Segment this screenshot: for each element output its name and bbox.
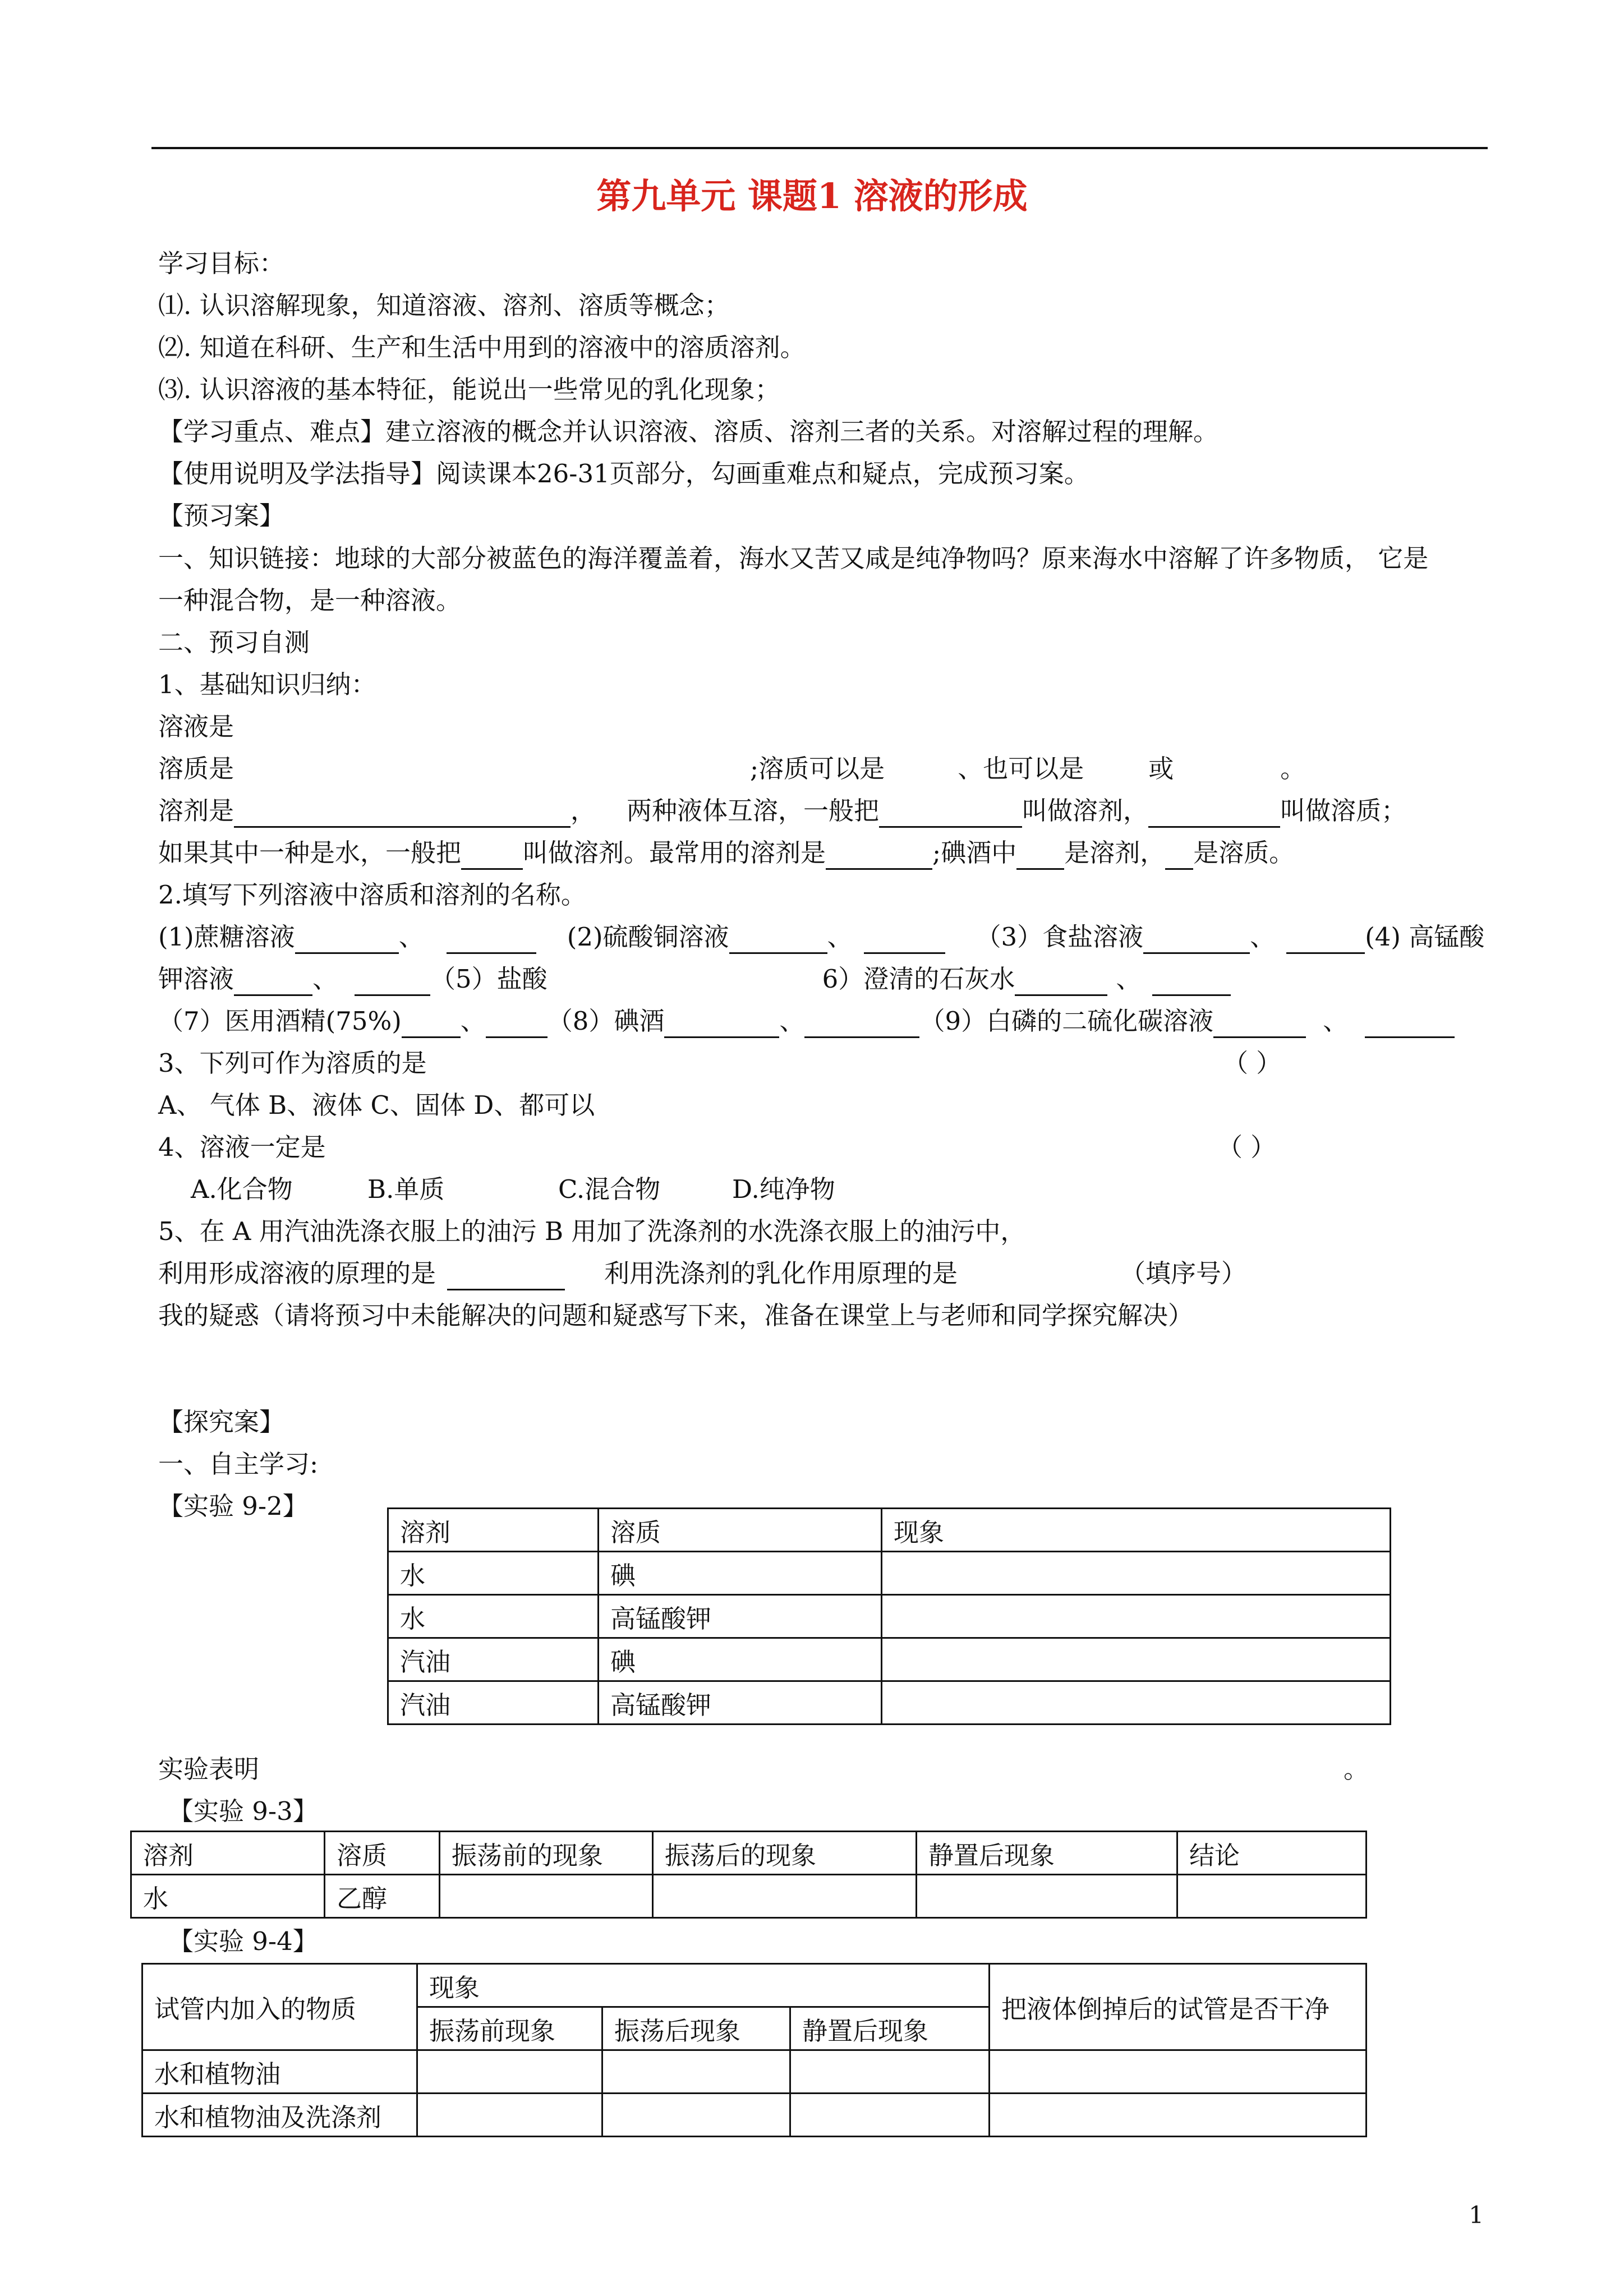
- q2-row-3: [158, 1004, 1455, 1038]
- header-rule: [151, 147, 1488, 149]
- knowledge-link: 一、知识链接：地球的大部分被蓝色的海洋覆盖着，海水又苦又咸是纯净物吗？原来海水中溶解了许多物质， 它是: [158, 543, 1429, 573]
- key-points: 【学习重点、难点】建立溶液的概念并认识溶液、溶质、溶剂三者的关系。对溶解过程的理解。: [158, 417, 1219, 446]
- q4-answer-paren[interactable]: （ ）: [1217, 1132, 1276, 1162]
- q1-water-line: [158, 836, 1294, 870]
- question-3: 3、下列可作为溶质的是: [158, 1048, 427, 1078]
- q1-text: ，: [571, 796, 596, 826]
- q2-text: 、: [827, 922, 853, 952]
- q2-text: （3）食盐溶液: [976, 922, 1144, 952]
- knowledge-link-cont: 一种混合物，是一种溶液。: [158, 585, 462, 615]
- q1-text: 叫做溶剂，: [1022, 796, 1149, 826]
- q5-text: （填序号）: [1120, 1258, 1247, 1288]
- question-1: 1、基础知识归纳：: [158, 670, 376, 699]
- answer-blank[interactable]: [461, 840, 523, 870]
- table-cell-blank[interactable]: [1177, 1875, 1367, 1918]
- table-subheader: 振荡后现象: [602, 2007, 790, 2050]
- q2-text: 、: [460, 1006, 486, 1036]
- table-header-row: [142, 1964, 1367, 2007]
- table-header: 试管内加入的物质: [142, 1964, 417, 2050]
- q2-text: （5）盐酸: [430, 964, 548, 994]
- answer-blank[interactable]: [1148, 798, 1280, 828]
- q2-text: 、: [312, 964, 338, 994]
- q5-text: 利用洗涤剂的乳化作用原理的是: [604, 1258, 958, 1288]
- page-number: 1: [1469, 2201, 1484, 2229]
- question-2: 2.填写下列溶液中溶质和溶剂的名称。: [158, 880, 586, 910]
- answer-blank[interactable]: [1143, 924, 1250, 954]
- q1-text: 叫做溶剂。最常用的溶剂是: [523, 838, 826, 868]
- table-cell-blank[interactable]: [882, 1638, 1391, 1681]
- table-cell-blank[interactable]: [882, 1681, 1391, 1725]
- my-doubts: 我的疑惑（请将预习中未能解决的问题和疑惑写下来，准备在课堂上与老师和同学探究解决）: [158, 1301, 1194, 1330]
- q1-text: 溶质是: [158, 754, 234, 783]
- q2-text: (2)硫酸铜溶液: [567, 922, 729, 952]
- answer-blank[interactable]: [826, 840, 932, 870]
- table-cell-blank[interactable]: [990, 2094, 1367, 2137]
- table-cell: 高锰酸钾: [599, 1681, 882, 1725]
- answer-blank[interactable]: [234, 966, 312, 996]
- experiment-conclusion: 实验表明: [158, 1754, 260, 1784]
- table-cell: 水: [131, 1875, 325, 1918]
- q5-line-2: [158, 1257, 1246, 1290]
- usage-guide: 【使用说明及学法指导】阅读课本26-31页部分，勾画重难点和疑点，完成预习案。: [158, 459, 1089, 488]
- table-row: [131, 1875, 1367, 1918]
- q1-text: ;碘酒中: [932, 838, 1017, 868]
- table-cell-blank[interactable]: [602, 2094, 790, 2137]
- preview-heading: 【预习案】: [158, 501, 285, 531]
- question-5: 5、在 A 用汽油洗涤衣服上的油污 B 用加了洗涤剂的水洗涤衣服上的油污中，: [158, 1216, 1026, 1246]
- q2-row-2: [158, 962, 1231, 996]
- q2-text: （9）白磷的二硫化碳溶液: [919, 1006, 1214, 1036]
- q1-solution: 溶液是: [158, 712, 234, 741]
- experiment-9-4-table: [141, 1963, 1367, 2137]
- table-header: 溶质: [599, 1509, 882, 1552]
- answer-blank[interactable]: [1016, 840, 1064, 870]
- table-cell-blank[interactable]: [917, 1875, 1177, 1918]
- answer-blank[interactable]: [664, 1008, 779, 1038]
- q2-text: (1)蔗糖溶液: [158, 922, 295, 952]
- table-row: [388, 1595, 1391, 1638]
- q1-text: 、也可以是: [958, 754, 1084, 783]
- experiment-9-3-label: 【实验 9-3】: [168, 1796, 318, 1826]
- q5-text: 利用形成溶液的原理的是: [158, 1258, 436, 1288]
- self-test-heading: 二、预习自测: [158, 628, 310, 657]
- table-cell: 汽油: [388, 1638, 599, 1681]
- table-cell-blank[interactable]: [990, 2050, 1367, 2094]
- q1-solute-line: [158, 752, 1305, 786]
- q4-option: B.单质: [367, 1174, 445, 1204]
- experiment-9-4-label: 【实验 9-4】: [168, 1926, 318, 1956]
- explore-heading: 【探究案】: [158, 1407, 285, 1437]
- table-cell-blank[interactable]: [790, 2094, 990, 2137]
- q2-text: 、: [1250, 922, 1276, 952]
- q2-text: 、: [1323, 1006, 1349, 1036]
- table-row: [142, 2094, 1367, 2137]
- table-cell: 水和植物油及洗涤剂: [142, 2094, 417, 2137]
- q1-text: 。: [1280, 754, 1306, 783]
- q1-text: 溶剂是: [158, 796, 234, 826]
- q3-options: A、 气体 B、液体 C、固体 D、都可以: [158, 1090, 595, 1120]
- q3-answer-paren[interactable]: （ ）: [1223, 1048, 1282, 1078]
- answer-blank[interactable]: [864, 924, 945, 954]
- answer-blank[interactable]: [447, 924, 536, 954]
- q2-text: 、: [398, 922, 424, 952]
- self-study-heading: 一、自主学习:: [158, 1449, 319, 1479]
- table-header: 振荡后的现象: [653, 1832, 917, 1875]
- q2-text: 、: [1116, 964, 1142, 994]
- table-row: [142, 2050, 1367, 2094]
- table-cell-blank[interactable]: [440, 1875, 653, 1918]
- q2-text: （8）碘酒: [547, 1006, 665, 1036]
- q2-text: （7）医用酒精(75%): [158, 1006, 402, 1036]
- table-cell: 水: [388, 1595, 599, 1638]
- page-title: 第九单元 课题1 溶液的形成: [596, 176, 1028, 216]
- table-header: 把液体倒掉后的试管是否干净: [990, 1964, 1367, 2050]
- answer-blank[interactable]: [486, 1008, 548, 1038]
- table-cell: 水: [388, 1552, 599, 1595]
- table-cell: 乙醇: [325, 1875, 440, 1918]
- answer-blank[interactable]: [804, 1008, 919, 1038]
- conclusion-end: 。: [1344, 1754, 1369, 1784]
- table-cell-blank[interactable]: [882, 1595, 1391, 1638]
- table-cell: 汽油: [388, 1681, 599, 1725]
- table-header: 静置后现象: [917, 1832, 1177, 1875]
- table-cell: 碘: [599, 1638, 882, 1681]
- table-cell-blank[interactable]: [790, 2050, 990, 2094]
- table-header: 溶剂: [131, 1832, 325, 1875]
- q1-text: 是溶质。: [1193, 838, 1295, 868]
- q4-option: C.混合物: [558, 1174, 661, 1204]
- q2-text: 钾溶液: [158, 964, 234, 994]
- table-subheader: 静置后现象: [790, 2007, 990, 2050]
- q1-text: 两种液体互溶，一般把: [627, 796, 880, 826]
- table-cell: 高锰酸钾: [599, 1595, 882, 1638]
- experiment-9-2-table: [387, 1507, 1391, 1725]
- table-header: 溶剂: [388, 1509, 599, 1552]
- q1-text: ;溶质可以是: [750, 754, 885, 783]
- answer-blank[interactable]: [447, 1261, 565, 1290]
- answer-blank[interactable]: [1213, 1008, 1306, 1038]
- goals-heading: 学习目标：: [158, 248, 285, 278]
- table-header: 振荡前的现象: [440, 1832, 653, 1875]
- table-header-row: [388, 1509, 1391, 1552]
- table-header: 现象: [417, 1964, 990, 2007]
- q1-solvent-line: [158, 794, 1406, 828]
- answer-blank[interactable]: [729, 924, 827, 954]
- q1-text: 或: [1148, 754, 1174, 783]
- q1-text: 如果其中一种是水，一般把: [158, 838, 462, 868]
- q2-text: (4) 高锰酸: [1365, 922, 1485, 952]
- table-subheader: 振荡前现象: [417, 2007, 602, 2050]
- q1-text: 叫做溶质；: [1280, 796, 1407, 826]
- table-cell: 碘: [599, 1552, 882, 1595]
- table-cell: 水和植物油: [142, 2050, 417, 2094]
- table-cell-blank[interactable]: [602, 2050, 790, 2094]
- experiment-9-3-table: [130, 1831, 1367, 1919]
- q4-option: D.纯净物: [732, 1174, 835, 1204]
- q4-option: A.化合物: [191, 1174, 293, 1204]
- table-cell-blank[interactable]: [417, 2050, 602, 2094]
- table-cell-blank[interactable]: [417, 2094, 602, 2137]
- answer-blank[interactable]: [234, 798, 571, 828]
- answer-blank[interactable]: [1152, 966, 1231, 996]
- goal-item: ⑴. 认识溶解现象，知道溶液、溶剂、溶质等概念；: [158, 291, 730, 320]
- table-header-row: [131, 1832, 1367, 1875]
- q2-text: 、: [779, 1006, 805, 1036]
- answer-blank[interactable]: [402, 1008, 461, 1038]
- question-4: 4、溶液一定是: [158, 1132, 326, 1162]
- answer-blank[interactable]: [879, 798, 1022, 828]
- goal-item: ⑵. 知道在科研、生产和生活中用到的溶液中的溶质溶剂。: [158, 333, 806, 362]
- table-header: 溶质: [325, 1832, 440, 1875]
- goal-item: ⑶. 认识溶液的基本特征，能说出一些常见的乳化现象；: [158, 375, 780, 404]
- answer-blank[interactable]: [295, 924, 399, 954]
- q1-text: 是溶剂，: [1064, 838, 1166, 868]
- answer-blank[interactable]: [1015, 966, 1107, 996]
- experiment-9-2-label: 【实验 9-2】: [158, 1491, 308, 1521]
- table-cell-blank[interactable]: [653, 1875, 917, 1918]
- q2-row-1: [158, 920, 1484, 954]
- table-row: [388, 1552, 1391, 1595]
- answer-blank[interactable]: [1365, 1008, 1455, 1038]
- q2-text: 6）澄清的石灰水: [822, 964, 1015, 994]
- answer-blank[interactable]: [355, 966, 430, 996]
- answer-blank[interactable]: [1165, 840, 1193, 870]
- answer-blank[interactable]: [1286, 924, 1365, 954]
- table-row: [388, 1681, 1391, 1725]
- table-header: 现象: [882, 1509, 1391, 1552]
- table-row: [388, 1638, 1391, 1681]
- table-cell-blank[interactable]: [882, 1552, 1391, 1595]
- table-header: 结论: [1177, 1832, 1367, 1875]
